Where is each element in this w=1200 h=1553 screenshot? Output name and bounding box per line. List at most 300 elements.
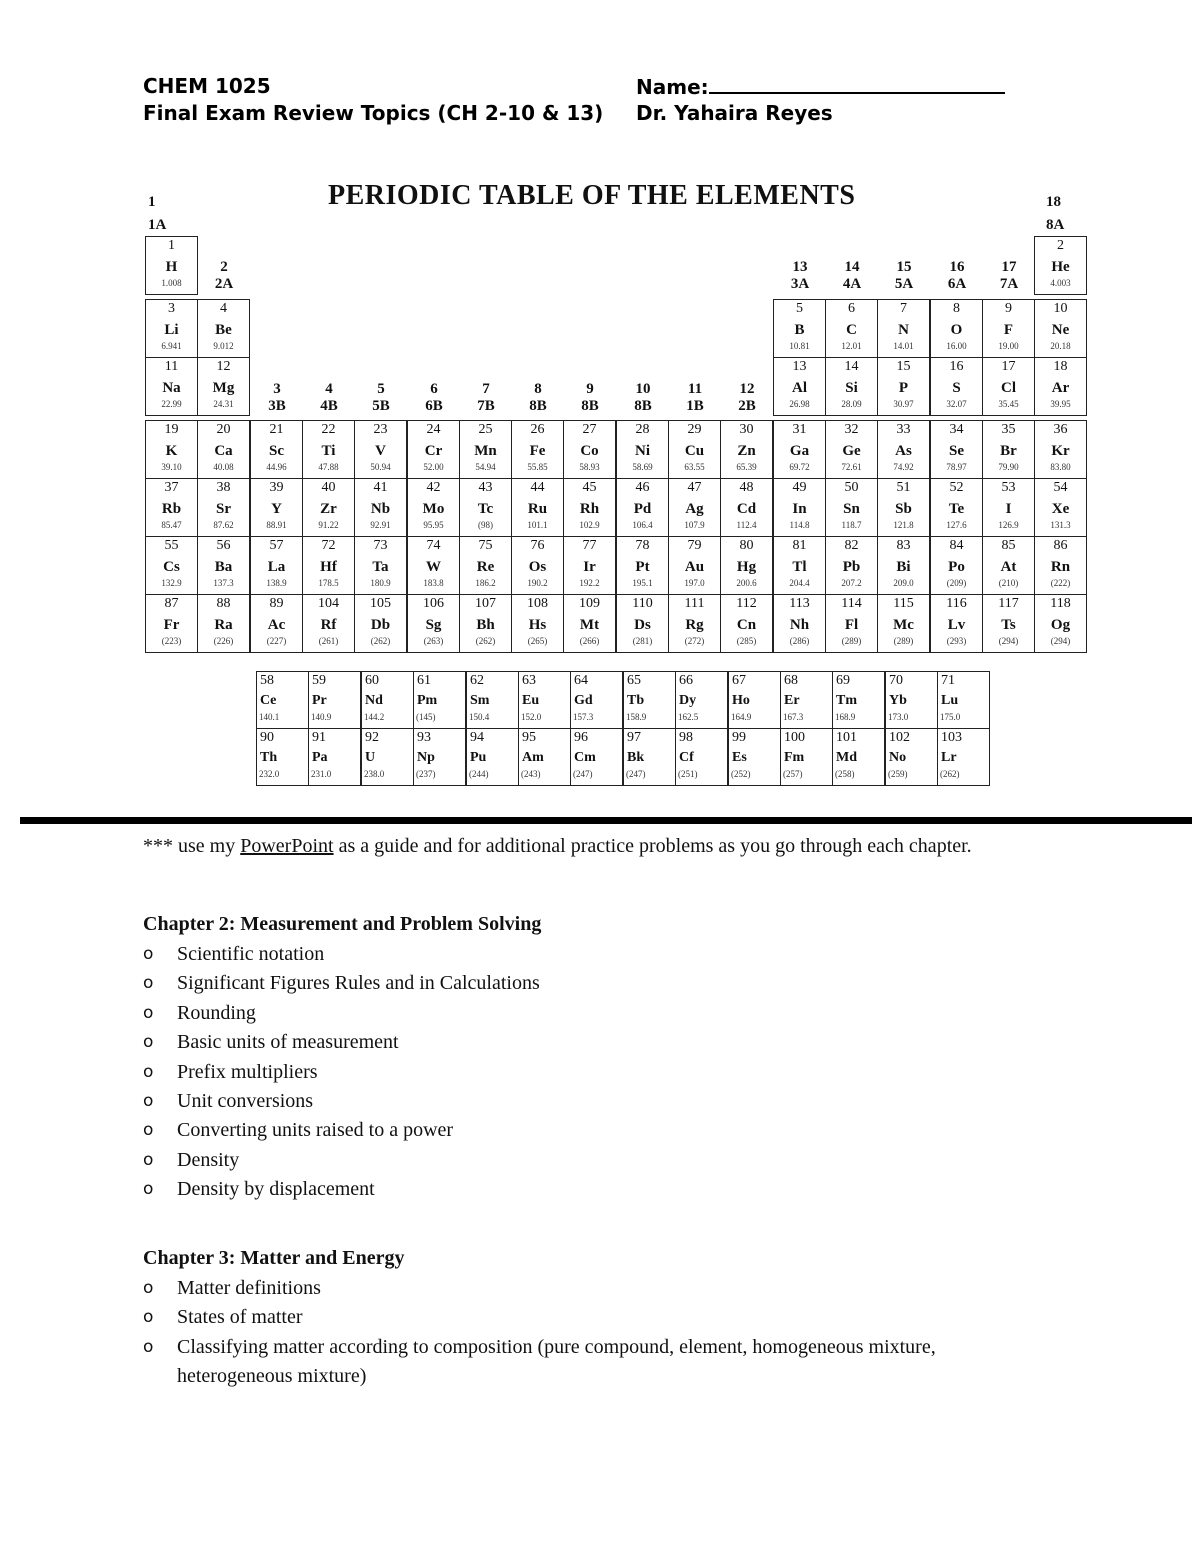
- atomic-mass: 14.01: [893, 341, 914, 351]
- group-label-6: [408, 381, 460, 415]
- element-cell-ca: [197, 420, 250, 479]
- element-symbol: La: [267, 559, 286, 575]
- element-symbol: Kr: [1051, 443, 1070, 459]
- atomic-number: 4: [220, 301, 227, 316]
- atomic-number: 68: [784, 673, 798, 688]
- element-cell-o: [930, 299, 983, 358]
- element-cell-pm: [413, 671, 466, 729]
- element-cell-fm: [780, 728, 833, 786]
- atomic-number: 36: [1053, 422, 1068, 437]
- element-cell-fe: [511, 420, 564, 479]
- element-symbol: Md: [836, 750, 857, 765]
- element-cell-cf: [675, 728, 728, 786]
- bullet-icon: o: [143, 1120, 154, 1141]
- atomic-mass: 197.0: [684, 578, 705, 588]
- atomic-mass: 204.4: [789, 578, 810, 588]
- element-cell-s: [930, 357, 983, 416]
- atomic-mass: 28.09: [841, 399, 862, 409]
- document-title: Final Exam Review Topics (CH 2-10 & 13): [143, 101, 604, 125]
- atomic-mass: 121.8: [893, 520, 914, 530]
- element-cell-bi: [877, 536, 930, 595]
- element-symbol: Hf: [320, 559, 337, 575]
- element-symbol: Th: [260, 750, 278, 765]
- atomic-mass: 126.9: [998, 520, 1019, 530]
- element-symbol: Ag: [685, 501, 704, 517]
- group-number: 5: [377, 381, 385, 397]
- atomic-mass: 32.07: [946, 399, 967, 409]
- group-number: 10: [635, 381, 651, 397]
- element-symbol: Tb: [627, 693, 645, 708]
- atomic-mass: 118.7: [841, 520, 862, 530]
- atomic-number: 5: [796, 301, 803, 316]
- element-cell-ra: [197, 594, 250, 653]
- element-symbol: Ce: [260, 693, 277, 708]
- list-item: o Converting units raised to a power: [143, 1116, 1063, 1145]
- group-number: 4: [325, 381, 333, 397]
- element-cell-dy: [675, 671, 728, 729]
- atomic-number: 54: [1053, 480, 1068, 495]
- atomic-number: 51: [896, 480, 911, 495]
- element-cell-tm: [832, 671, 885, 729]
- atomic-mass: 9.012: [213, 341, 234, 351]
- atomic-mass: 91.22: [318, 520, 339, 530]
- atomic-mass: 102.9: [579, 520, 600, 530]
- atomic-number: 101: [836, 730, 857, 745]
- element-cell-nd: [361, 671, 414, 729]
- element-cell-hf: [302, 536, 355, 595]
- element-symbol: At: [1000, 559, 1017, 575]
- element-cell-mo: [407, 478, 460, 537]
- atomic-number: 46: [635, 480, 650, 495]
- group-number: 9: [586, 381, 594, 397]
- atomic-number: 79: [687, 538, 702, 553]
- element-cell-rg: [668, 594, 721, 653]
- atomic-number: 22: [321, 422, 336, 437]
- element-symbol: Li: [164, 322, 179, 338]
- group-ab-label: 6B: [425, 398, 443, 414]
- atomic-number: 1: [168, 238, 175, 253]
- group-label-7: [460, 381, 512, 415]
- atomic-mass: (222): [1050, 578, 1071, 588]
- atomic-number: 58: [260, 673, 274, 688]
- group-ab-label: 2A: [214, 276, 234, 292]
- atomic-number: 45: [582, 480, 597, 495]
- group-label-4: [303, 381, 355, 415]
- element-symbol: Er: [784, 693, 800, 708]
- atomic-mass: 85.47: [161, 520, 182, 530]
- group-number: 13: [792, 259, 808, 275]
- element-symbol: Ds: [634, 617, 651, 633]
- atomic-mass: (252): [731, 769, 751, 779]
- atomic-number: 105: [370, 596, 391, 611]
- atomic-mass: 87.62: [213, 520, 234, 530]
- element-cell-li: [145, 299, 198, 358]
- atomic-number: 48: [739, 480, 754, 495]
- element-symbol: Hs: [528, 617, 547, 633]
- element-cell-ar: [1034, 357, 1087, 416]
- atomic-mass: 137.3: [213, 578, 234, 588]
- element-symbol: Ga: [789, 443, 810, 459]
- atomic-mass: 10.81: [789, 341, 810, 351]
- element-symbol: Si: [845, 380, 858, 396]
- element-symbol: Yb: [889, 693, 907, 708]
- element-symbol: Pt: [635, 559, 650, 575]
- element-symbol: Ru: [527, 501, 548, 517]
- element-symbol: Rb: [161, 501, 182, 517]
- element-cell-ba: [197, 536, 250, 595]
- atomic-mass: 150.4: [469, 712, 490, 722]
- element-symbol: S: [952, 380, 961, 396]
- element-cell-cl: [982, 357, 1035, 416]
- element-cell-xe: [1034, 478, 1087, 537]
- element-cell-sb: [877, 478, 930, 537]
- atomic-number: 7: [900, 301, 907, 316]
- atomic-number: 12: [216, 359, 231, 374]
- powerpoint-link[interactable]: PowerPoint: [240, 835, 334, 857]
- atomic-number: 37: [164, 480, 179, 495]
- atomic-mass: 39.10: [161, 462, 182, 472]
- element-symbol: Sc: [269, 443, 284, 459]
- atomic-number: 87: [164, 596, 179, 611]
- group-label-11: [669, 381, 721, 415]
- group-number: 18: [1046, 194, 1061, 210]
- element-cell-rb: [145, 478, 198, 537]
- atomic-number: 82: [844, 538, 859, 553]
- atomic-mass: 69.72: [789, 462, 810, 472]
- element-cell-mg: [197, 357, 250, 416]
- element-cell-be: [197, 299, 250, 358]
- atomic-mass: 58.69: [632, 462, 653, 472]
- atomic-mass: 180.9: [370, 578, 391, 588]
- element-cell-tb: [623, 671, 676, 729]
- atomic-number: 71: [941, 673, 955, 688]
- atomic-number: 44: [530, 480, 545, 495]
- element-cell-mn: [459, 420, 512, 479]
- atomic-number: 85: [1001, 538, 1016, 553]
- atomic-mass: (294): [1050, 636, 1071, 646]
- atomic-mass: 52.00: [423, 462, 444, 472]
- element-cell-in: [773, 478, 826, 537]
- atomic-number: 88: [216, 596, 231, 611]
- atomic-number: 69: [836, 673, 850, 688]
- atomic-mass: (247): [626, 769, 646, 779]
- atomic-mass: 183.8: [423, 578, 444, 588]
- list-item: o Rounding: [143, 999, 1063, 1028]
- atomic-mass: 72.61: [841, 462, 862, 472]
- element-symbol: Cs: [163, 559, 180, 575]
- group-ab-label: 3A: [790, 276, 810, 292]
- atomic-number: 39: [269, 480, 284, 495]
- element-symbol: Sm: [470, 693, 490, 708]
- atomic-number: 17: [1001, 359, 1016, 374]
- element-symbol: Es: [732, 750, 747, 765]
- atomic-mass: (145): [416, 712, 436, 722]
- element-cell-pb: [825, 536, 878, 595]
- element-cell-mt: [563, 594, 616, 653]
- element-cell-te: [930, 478, 983, 537]
- element-cell-ag: [668, 478, 721, 537]
- element-cell-ta: [354, 536, 407, 595]
- atomic-number: 20: [216, 422, 231, 437]
- element-cell-hg: [720, 536, 773, 595]
- list-item: o Unit conversions: [143, 1087, 1063, 1116]
- group-number: 11: [687, 381, 703, 397]
- element-symbol: Bk: [627, 750, 645, 765]
- element-symbol: F: [1003, 322, 1014, 338]
- element-cell-la: [250, 536, 303, 595]
- atomic-mass: 19.00: [998, 341, 1019, 351]
- atomic-number: 97: [627, 730, 641, 745]
- group-label-13: [774, 259, 826, 293]
- element-symbol: P: [898, 380, 909, 396]
- element-symbol: Cm: [574, 750, 596, 765]
- intro-suffix: as a guide and for additional practice problems as you go through each chapter.: [333, 835, 972, 857]
- element-symbol: Co: [580, 443, 599, 459]
- atomic-number: 103: [941, 730, 962, 745]
- element-symbol: Re: [476, 559, 495, 575]
- element-symbol: Nh: [789, 617, 810, 633]
- atomic-number: 3: [168, 301, 175, 316]
- element-cell-mc: [877, 594, 930, 653]
- atomic-number: 29: [687, 422, 702, 437]
- periodic-table-title: PERIODIC TABLE OF THE ELEMENTS: [328, 180, 856, 211]
- atomic-mass: 140.9: [311, 712, 332, 722]
- element-cell-po: [930, 536, 983, 595]
- element-symbol: Na: [162, 380, 181, 396]
- element-cell-zr: [302, 478, 355, 537]
- element-symbol: Am: [522, 750, 544, 765]
- element-cell-cu: [668, 420, 721, 479]
- atomic-mass: 83.80: [1050, 462, 1071, 472]
- atomic-number: 38: [216, 480, 231, 495]
- bullet-icon: o: [143, 973, 154, 994]
- atomic-mass: (251): [678, 769, 698, 779]
- atomic-number: 81: [792, 538, 807, 553]
- element-symbol: Ne: [1051, 322, 1070, 338]
- atomic-mass: 173.0: [888, 712, 909, 722]
- element-cell-cm: [570, 728, 623, 786]
- element-symbol: Rn: [1050, 559, 1071, 575]
- element-symbol: Sg: [425, 617, 442, 633]
- atomic-number: 84: [949, 538, 964, 553]
- element-symbol: Ta: [372, 559, 389, 575]
- atomic-mass: 144.2: [364, 712, 385, 722]
- group-ab-label: 5B: [372, 398, 390, 414]
- name-field[interactable]: [636, 74, 1005, 99]
- atomic-mass: 78.97: [946, 462, 967, 472]
- group-number: 14: [844, 259, 860, 275]
- element-symbol: Mt: [579, 617, 600, 633]
- bullet-icon: o: [143, 1336, 154, 1357]
- atomic-mass: (98): [478, 520, 493, 530]
- group-ab-label: 2B: [738, 398, 756, 414]
- element-cell-p: [877, 357, 930, 416]
- atomic-number: 106: [423, 596, 444, 611]
- atomic-mass: (262): [475, 636, 496, 646]
- element-symbol: Mo: [422, 501, 445, 517]
- atomic-mass: 168.9: [835, 712, 856, 722]
- atomic-number: 15: [896, 359, 911, 374]
- group-number: 6: [430, 381, 438, 397]
- atomic-number: 55: [164, 538, 179, 553]
- element-symbol: O: [950, 322, 963, 338]
- atomic-number: 60: [365, 673, 379, 688]
- atomic-number: 75: [478, 538, 493, 553]
- atomic-mass: 138.9: [266, 578, 287, 588]
- element-symbol: Gd: [574, 693, 593, 708]
- element-cell-md: [832, 728, 885, 786]
- element-symbol: Hg: [736, 559, 757, 575]
- element-symbol: Al: [792, 380, 807, 396]
- atomic-number: 109: [579, 596, 600, 611]
- atomic-number: 11: [164, 359, 179, 374]
- atomic-mass: (281): [632, 636, 653, 646]
- element-symbol: Tl: [792, 559, 807, 575]
- element-cell-re: [459, 536, 512, 595]
- atomic-number: 49: [792, 480, 807, 495]
- atomic-number: 107: [475, 596, 496, 611]
- atomic-number: 64: [574, 673, 588, 688]
- atomic-number: 104: [318, 596, 339, 611]
- atomic-number: 47: [687, 480, 702, 495]
- atomic-number: 57: [269, 538, 284, 553]
- atomic-mass: 175.0: [940, 712, 961, 722]
- element-cell-nb: [354, 478, 407, 537]
- atomic-mass: 140.1: [259, 712, 280, 722]
- atomic-number: 27: [582, 422, 597, 437]
- element-cell-rh: [563, 478, 616, 537]
- element-symbol: Bh: [476, 617, 495, 633]
- element-symbol: Ge: [842, 443, 861, 459]
- atomic-number: 19: [164, 422, 179, 437]
- element-cell-cr: [407, 420, 460, 479]
- atomic-mass: 195.1: [632, 578, 653, 588]
- group-ab-label: 4A: [842, 276, 862, 292]
- atomic-mass: 158.9: [626, 712, 647, 722]
- atomic-mass: (293): [946, 636, 967, 646]
- element-symbol: Zn: [737, 443, 756, 459]
- atomic-number: 52: [949, 480, 964, 495]
- element-cell-sn: [825, 478, 878, 537]
- atomic-number: 93: [417, 730, 431, 745]
- element-cell-fr: [145, 594, 198, 653]
- bullet-icon: o: [143, 1278, 154, 1298]
- element-cell-tc: [459, 478, 512, 537]
- name-blank-line[interactable]: [709, 74, 1005, 94]
- atomic-number: 25: [478, 422, 493, 437]
- atomic-mass: 186.2: [475, 578, 496, 588]
- group-ab-label: 1A: [148, 217, 167, 233]
- atomic-number: 8: [953, 301, 960, 316]
- atomic-number: 43: [478, 480, 493, 495]
- element-cell-bk: [623, 728, 676, 786]
- atomic-mass: 88.91: [266, 520, 287, 530]
- element-cell-th: [256, 728, 309, 786]
- element-cell-he: [1034, 236, 1087, 295]
- element-symbol: Cn: [736, 617, 757, 633]
- group-label-9: [564, 381, 616, 415]
- atomic-number: 99: [732, 730, 746, 745]
- element-symbol: He: [1051, 259, 1070, 275]
- atomic-number: 98: [679, 730, 693, 745]
- element-symbol: Sr: [216, 501, 231, 517]
- intro-prefix: *** use my: [143, 835, 241, 857]
- atomic-number: 78: [635, 538, 650, 553]
- element-cell-np: [413, 728, 466, 786]
- atomic-mass: 209.0: [893, 578, 914, 588]
- element-cell-n: [877, 299, 930, 358]
- element-symbol: Tc: [477, 501, 494, 517]
- atomic-mass: 20.18: [1050, 341, 1071, 351]
- element-cell-sc: [250, 420, 303, 479]
- section-divider: [20, 817, 1192, 824]
- atomic-mass: (266): [579, 636, 600, 646]
- atomic-mass: 164.9: [731, 712, 752, 722]
- atomic-number: 59: [312, 673, 326, 688]
- atomic-mass: 24.31: [213, 399, 234, 409]
- element-cell-ne: [1034, 299, 1087, 358]
- element-cell-sm: [466, 671, 519, 729]
- atomic-mass: 35.45: [998, 399, 1019, 409]
- atomic-number: 117: [998, 596, 1019, 611]
- element-symbol: Pb: [842, 559, 861, 575]
- atomic-number: 112: [736, 596, 757, 611]
- atomic-number: 80: [739, 538, 754, 553]
- atomic-number: 95: [522, 730, 536, 745]
- element-symbol: Se: [949, 443, 964, 459]
- element-symbol: Np: [417, 750, 435, 765]
- element-cell-sg: [407, 594, 460, 653]
- atomic-mass: (285): [736, 636, 757, 646]
- element-symbol: Be: [215, 322, 232, 338]
- element-symbol: Ts: [1001, 617, 1016, 633]
- atomic-number: 26: [530, 422, 545, 437]
- element-cell-ce: [256, 671, 309, 729]
- atomic-mass: (262): [370, 636, 391, 646]
- element-symbol: Pa: [312, 750, 328, 765]
- atomic-mass: (265): [527, 636, 548, 646]
- element-cell-lv: [930, 594, 983, 653]
- atomic-number: 28: [635, 422, 650, 437]
- group-number: 2: [220, 259, 228, 275]
- atomic-number: 74: [426, 538, 441, 553]
- element-symbol: Mg: [212, 380, 235, 396]
- bullet-icon: o: [143, 1307, 154, 1328]
- group-label-18: [1046, 194, 1098, 234]
- atomic-number: 40: [321, 480, 336, 495]
- atomic-mass: 207.2: [841, 578, 862, 588]
- atomic-mass: (223): [161, 636, 182, 646]
- element-cell-no: [885, 728, 938, 786]
- atomic-number: 73: [373, 538, 388, 553]
- list-item: o Matter definitions: [143, 1274, 1003, 1303]
- atomic-mass: 26.98: [789, 399, 810, 409]
- element-symbol: Db: [370, 617, 391, 633]
- atomic-mass: (243): [521, 769, 541, 779]
- atomic-mass: (257): [783, 769, 803, 779]
- group-label-8: [512, 381, 564, 415]
- group-label-17: [983, 259, 1035, 293]
- atomic-mass: 167.3: [783, 712, 804, 722]
- element-symbol: Pd: [633, 501, 652, 517]
- atomic-mass: (209): [946, 578, 967, 588]
- atomic-mass: 178.5: [318, 578, 339, 588]
- element-cell-ge: [825, 420, 878, 479]
- atomic-mass: 54.94: [475, 462, 496, 472]
- atomic-number: 102: [889, 730, 910, 745]
- group-ab-label: 7B: [477, 398, 495, 414]
- list-item: o Significant Figures Rules and in Calculations: [143, 969, 1063, 998]
